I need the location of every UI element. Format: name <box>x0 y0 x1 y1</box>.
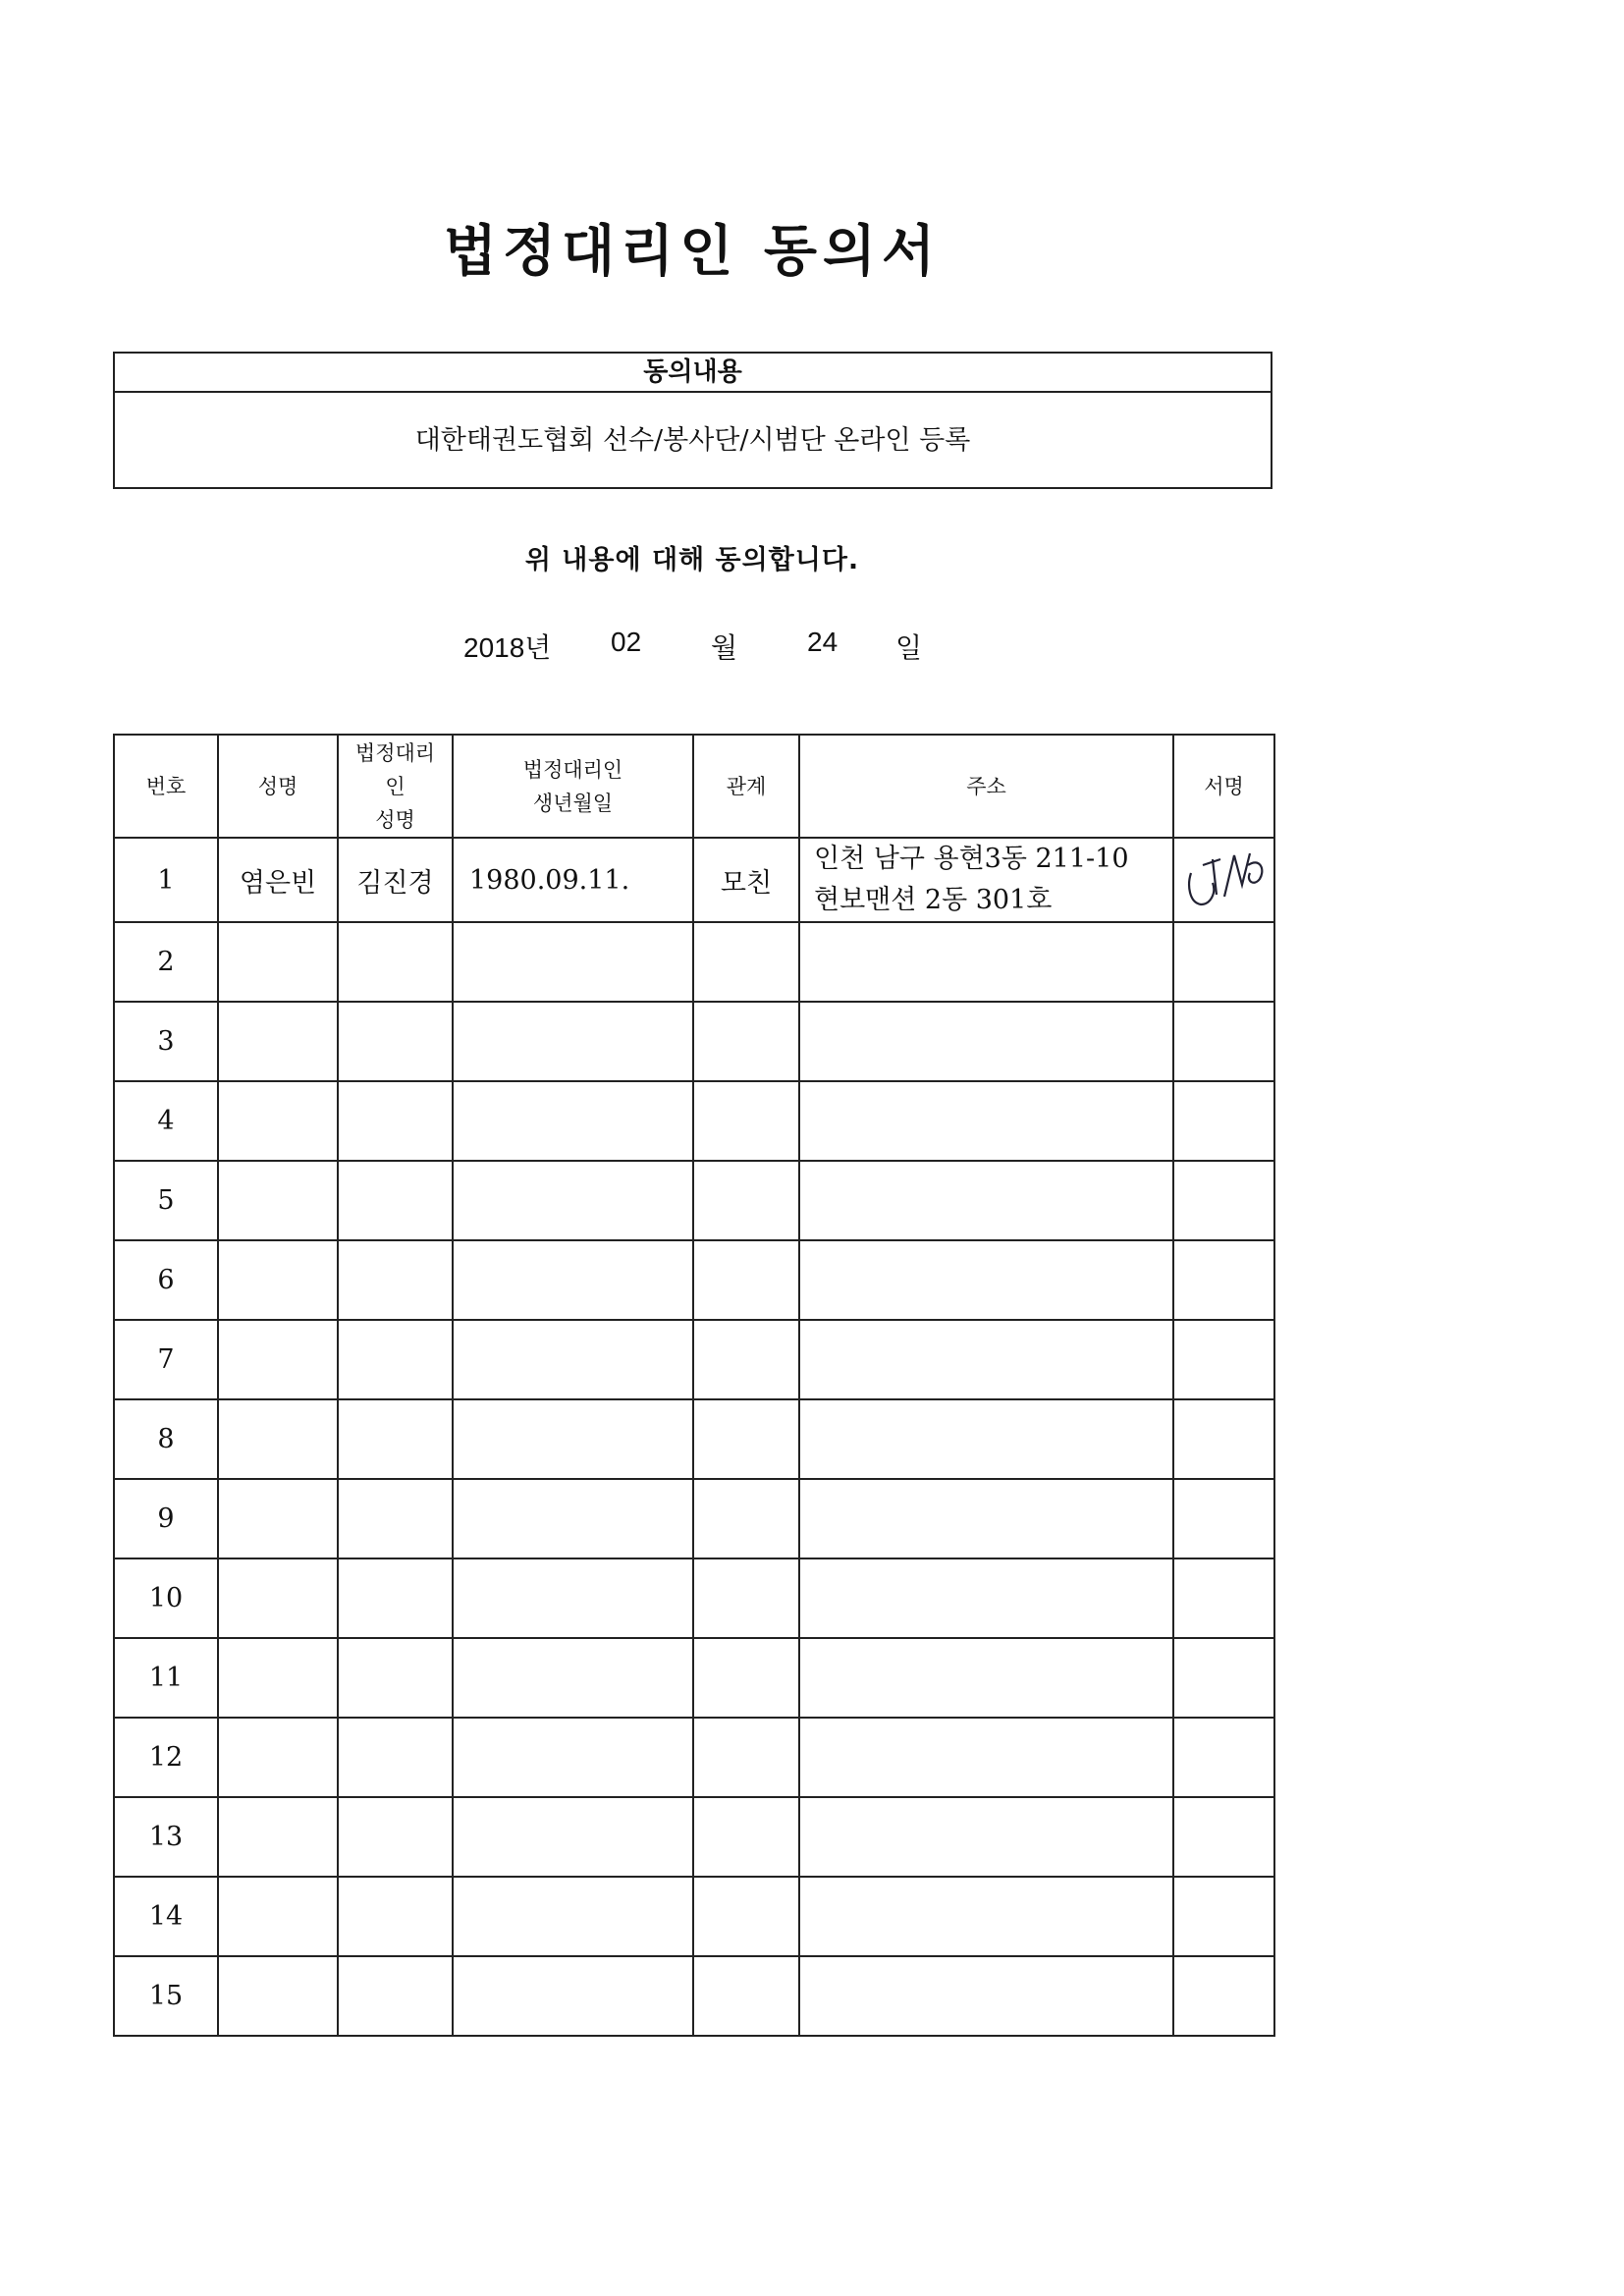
date-day-value: 24 <box>807 627 839 657</box>
table-row <box>114 1877 1274 1956</box>
table-row <box>114 1161 1274 1240</box>
row-relation <box>693 1002 799 1081</box>
row-guardian-name <box>338 1399 453 1479</box>
row-guardian-name <box>338 1479 453 1558</box>
agreement-statement: 위 내용에 대해 동의합니다. <box>524 545 860 575</box>
row-address <box>799 1240 1173 1320</box>
row-no: 6 <box>114 1240 218 1320</box>
header-guardian-name-line3: 성명 <box>375 807 415 832</box>
row-relation: 모친 <box>693 838 799 922</box>
row-relation <box>693 1399 799 1479</box>
row-guardian-birth <box>453 1240 693 1320</box>
header-guardian-birth <box>453 735 693 838</box>
row-address <box>799 1081 1173 1161</box>
row-no: 2 <box>114 922 218 1002</box>
date-year: 2018년 <box>463 632 552 663</box>
row-signature <box>1173 1240 1274 1320</box>
row-guardian-birth <box>453 1002 693 1081</box>
row-guardian-name <box>338 1558 453 1638</box>
table-header-row <box>114 735 1274 838</box>
row-guardian-birth <box>453 1877 693 1956</box>
row-relation <box>693 1718 799 1797</box>
row-relation <box>693 1558 799 1638</box>
row-guardian-name <box>338 1718 453 1797</box>
row-guardian-name <box>338 1320 453 1399</box>
row-guardian-birth <box>453 1320 693 1399</box>
row-address <box>799 1956 1173 2036</box>
row-address <box>799 1399 1173 1479</box>
row-relation <box>693 1320 799 1399</box>
row-relation <box>693 1479 799 1558</box>
table-row <box>114 1240 1274 1320</box>
table-row <box>114 1002 1274 1081</box>
row-name <box>218 1002 338 1081</box>
header-name: 성명 <box>218 735 338 838</box>
row-relation <box>693 922 799 1002</box>
row-relation <box>693 1240 799 1320</box>
row-no: 9 <box>114 1479 218 1558</box>
row-no: 4 <box>114 1081 218 1161</box>
table-row <box>114 1399 1274 1479</box>
row-no: 7 <box>114 1320 218 1399</box>
row-guardian-name <box>338 1638 453 1718</box>
row-no: 10 <box>114 1558 218 1638</box>
row-signature <box>1173 1558 1274 1638</box>
row-guardian-birth <box>453 1161 693 1240</box>
row-name <box>218 1399 338 1479</box>
row-name <box>218 1638 338 1718</box>
row-signature <box>1173 1797 1274 1877</box>
row-address <box>799 1161 1173 1240</box>
row-guardian-name <box>338 1161 453 1240</box>
row-signature <box>1173 1081 1274 1161</box>
row-address-line1: 인천 남구 용현3동 211-10 <box>814 844 1129 874</box>
table-row <box>114 1479 1274 1558</box>
row-name <box>218 1240 338 1320</box>
row-address <box>799 1877 1173 1956</box>
header-guardian-birth-line1: 법정대리인 <box>522 757 623 782</box>
row-guardian-name <box>338 1002 453 1081</box>
table-row <box>114 1956 1274 2036</box>
table-row <box>114 922 1274 1002</box>
row-no: 8 <box>114 1399 218 1479</box>
row-guardian-birth <box>453 922 693 1002</box>
header-guardian-birth-line2: 생년월일 <box>532 791 614 815</box>
row-name <box>218 1479 338 1558</box>
row-guardian-name <box>338 922 453 1002</box>
row-signature <box>1173 838 1274 922</box>
row-name <box>218 922 338 1002</box>
table-row <box>114 1718 1274 1797</box>
row-guardian-birth <box>453 1718 693 1797</box>
row-guardian-birth <box>453 1956 693 2036</box>
row-name <box>218 1797 338 1877</box>
date-month-value: 02 <box>611 627 642 657</box>
row-guardian-name <box>338 1956 453 2036</box>
row-name <box>218 1081 338 1161</box>
table-row <box>114 1638 1274 1718</box>
row-no: 3 <box>114 1002 218 1081</box>
table-row <box>114 1797 1274 1877</box>
table-row <box>114 1558 1274 1638</box>
row-guardian-name <box>338 1240 453 1320</box>
row-guardian-birth <box>453 1797 693 1877</box>
row-guardian-name <box>338 1797 453 1877</box>
row-relation <box>693 1161 799 1240</box>
table-row <box>114 1320 1274 1399</box>
row-signature <box>1173 1320 1274 1399</box>
header-address: 주소 <box>799 735 1173 838</box>
header-relation: 관계 <box>693 735 799 838</box>
row-relation <box>693 1081 799 1161</box>
handwritten-signature <box>1177 846 1272 914</box>
header-guardian-name-line2: 인 <box>385 774 406 798</box>
row-signature <box>1173 1479 1274 1558</box>
row-signature <box>1173 1399 1274 1479</box>
row-no: 1 <box>114 838 218 922</box>
table-row <box>114 838 1274 922</box>
row-signature <box>1173 1877 1274 1956</box>
row-no: 13 <box>114 1797 218 1877</box>
row-address <box>799 1638 1173 1718</box>
row-name: 염은빈 <box>218 838 338 922</box>
header-guardian-name <box>338 735 453 838</box>
row-relation <box>693 1877 799 1956</box>
header-guardian-name-line1: 법정대리 <box>354 740 436 765</box>
guardian-table <box>113 734 1275 2037</box>
row-address <box>799 1558 1173 1638</box>
row-relation <box>693 1638 799 1718</box>
date-day-unit: 일 <box>895 632 923 663</box>
consent-header: 동의내용 <box>115 354 1271 393</box>
row-guardian-birth <box>453 1479 693 1558</box>
row-no: 5 <box>114 1161 218 1240</box>
row-name <box>218 1956 338 2036</box>
row-guardian-name: 김진경 <box>338 838 453 922</box>
row-no: 14 <box>114 1877 218 1956</box>
row-name <box>218 1718 338 1797</box>
header-signature: 서명 <box>1173 735 1274 838</box>
row-guardian-name <box>338 1877 453 1956</box>
row-address <box>799 1797 1173 1877</box>
row-no: 12 <box>114 1718 218 1797</box>
row-address <box>799 1320 1173 1399</box>
row-signature <box>1173 1638 1274 1718</box>
row-name <box>218 1161 338 1240</box>
date-month-unit: 월 <box>711 632 738 663</box>
row-no: 11 <box>114 1638 218 1718</box>
row-signature <box>1173 1718 1274 1797</box>
row-guardian-birth <box>453 1081 693 1161</box>
header-no: 번호 <box>114 735 218 838</box>
row-relation <box>693 1797 799 1877</box>
row-guardian-name <box>338 1081 453 1161</box>
row-name <box>218 1877 338 1956</box>
row-address <box>799 838 1173 922</box>
row-address-line2: 현보맨션 2동 301호 <box>814 885 1053 915</box>
row-address <box>799 1479 1173 1558</box>
row-relation <box>693 1956 799 2036</box>
page-title: 법정대리인 동의서 <box>443 220 942 284</box>
table-row <box>114 1081 1274 1161</box>
consent-content: 대한태권도협회 선수/봉사단/시범단 온라인 등록 <box>414 425 971 456</box>
row-guardian-birth <box>453 1558 693 1638</box>
row-address <box>799 1002 1173 1081</box>
row-name <box>218 1320 338 1399</box>
row-guardian-birth <box>453 1399 693 1479</box>
row-address <box>799 1718 1173 1797</box>
row-address <box>799 922 1173 1002</box>
row-no: 15 <box>114 1956 218 2036</box>
row-name <box>218 1558 338 1638</box>
row-signature <box>1173 1956 1274 2036</box>
row-signature <box>1173 1161 1274 1240</box>
row-guardian-birth <box>453 1638 693 1718</box>
row-signature <box>1173 922 1274 1002</box>
row-signature <box>1173 1002 1274 1081</box>
row-guardian-birth: 1980.09.11. <box>453 838 693 922</box>
consent-box <box>113 352 1272 489</box>
